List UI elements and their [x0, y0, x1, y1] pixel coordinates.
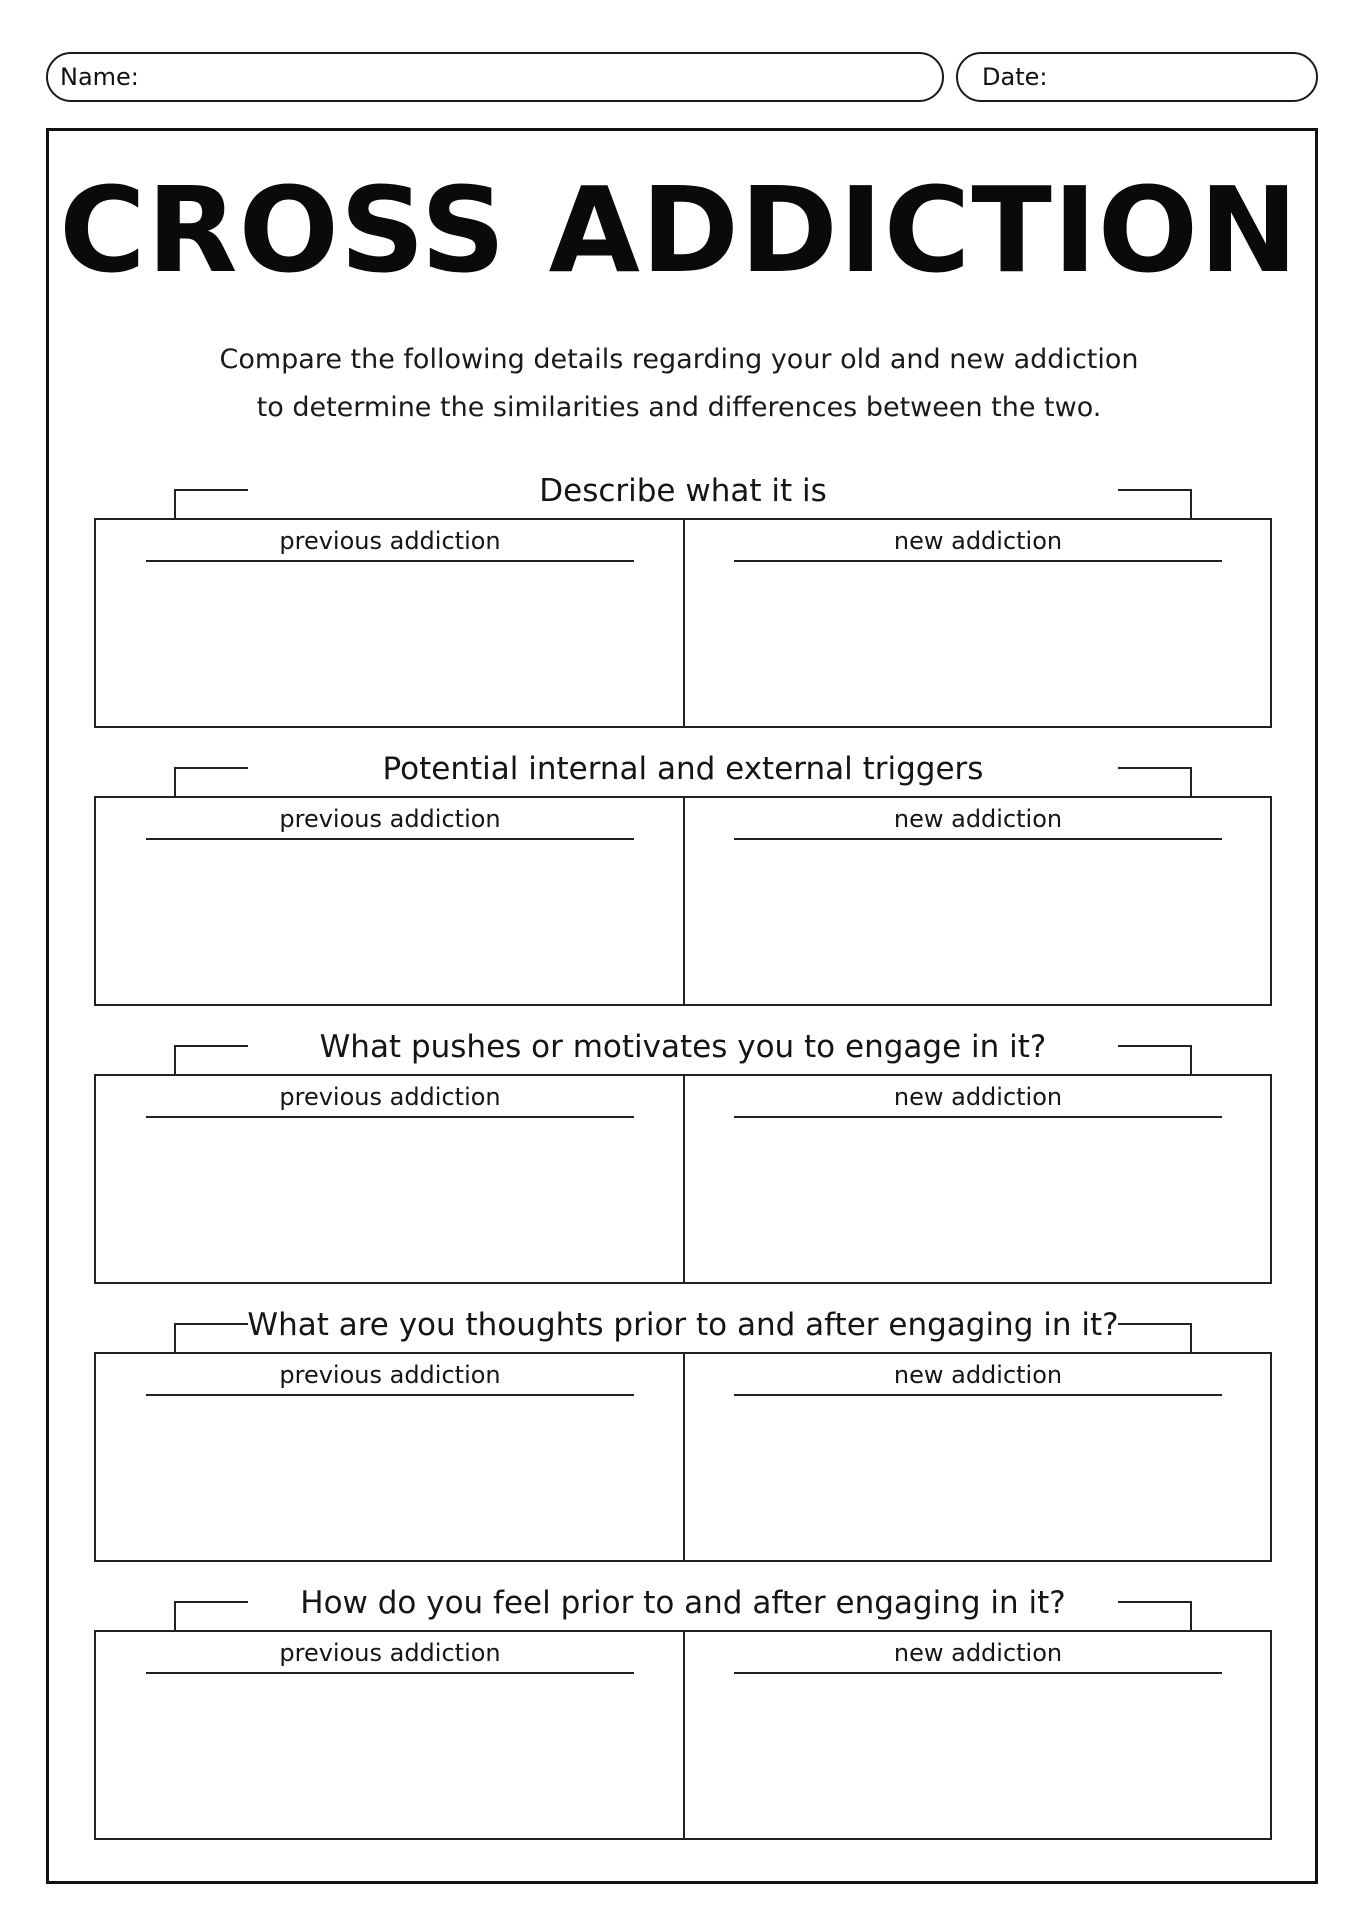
previous-addiction-rule [146, 1116, 634, 1118]
date-field[interactable] [956, 52, 1318, 102]
new-addiction-label: new addiction [893, 527, 1063, 555]
new-addiction-label: new addiction [893, 805, 1063, 833]
new-addiction-rule [734, 1116, 1222, 1118]
name-label: Name: [60, 63, 139, 91]
section-title: Potential internal and external triggers [382, 751, 984, 787]
instructions-line-2: to determine the similarities and differences between the two. [256, 392, 1102, 423]
previous-addiction-rule [146, 1672, 634, 1674]
section-feelings [94, 1581, 1272, 1851]
instructions-line-1: Compare the following details regarding your old and new addiction [219, 344, 1139, 375]
name-field[interactable] [46, 52, 944, 102]
comparison-box [94, 1074, 1272, 1284]
section-thoughts [94, 1303, 1272, 1573]
comparison-box [94, 518, 1272, 728]
previous-addiction-rule [146, 1394, 634, 1396]
previous-addiction-label: previous addiction [279, 527, 501, 555]
section-title: Describe what it is [539, 473, 827, 509]
section-title: How do you feel prior to and after engaging in it? [300, 1585, 1066, 1621]
section-describe [94, 469, 1272, 739]
instructions [0, 336, 1358, 432]
new-addiction-label: new addiction [893, 1639, 1063, 1667]
column-divider [683, 520, 685, 726]
comparison-box [94, 1352, 1272, 1562]
section-motivation [94, 1025, 1272, 1295]
comparison-box [94, 1630, 1272, 1840]
column-divider [683, 798, 685, 1004]
column-divider [683, 1354, 685, 1560]
new-addiction-rule [734, 1672, 1222, 1674]
column-divider [683, 1076, 685, 1282]
comparison-box [94, 796, 1272, 1006]
date-label: Date: [982, 63, 1048, 91]
new-addiction-label: new addiction [893, 1083, 1063, 1111]
new-addiction-rule [734, 838, 1222, 840]
previous-addiction-label: previous addiction [279, 1083, 501, 1111]
previous-addiction-label: previous addiction [279, 1639, 501, 1667]
page-title: CROSS ADDICTION [59, 161, 1299, 299]
section-triggers [94, 747, 1272, 1017]
column-divider [683, 1632, 685, 1838]
new-addiction-label: new addiction [893, 1361, 1063, 1389]
previous-addiction-rule [146, 838, 634, 840]
previous-addiction-label: previous addiction [279, 1361, 501, 1389]
section-title: What are you thoughts prior to and after engaging in it? [247, 1307, 1119, 1343]
previous-addiction-label: previous addiction [279, 805, 501, 833]
section-title: What pushes or motivates you to engage in it? [319, 1029, 1047, 1065]
new-addiction-rule [734, 1394, 1222, 1396]
new-addiction-rule [734, 560, 1222, 562]
previous-addiction-rule [146, 560, 634, 562]
